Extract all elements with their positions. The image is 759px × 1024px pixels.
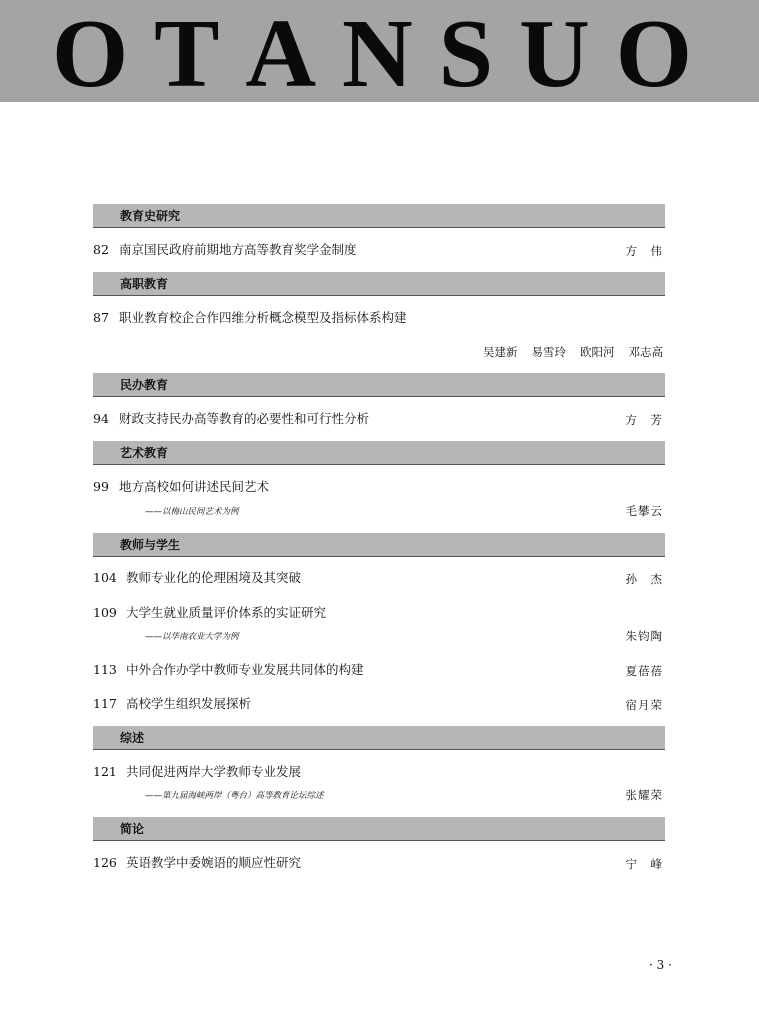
entry-author: 易雪玲 <box>531 345 566 359</box>
entry-page-number: 121 <box>93 764 117 779</box>
entry-page-number: 126 <box>93 855 117 870</box>
entry-page-number: 104 <box>93 570 117 585</box>
entry-title[interactable]: 教师专业化的伦理困境及其突破 <box>126 570 302 585</box>
entry-author: 吴建新 <box>483 345 518 359</box>
masthead-letter: O <box>615 0 692 102</box>
section-header <box>93 533 665 557</box>
entry-author-list <box>483 344 663 360</box>
masthead-letter: O <box>52 0 129 102</box>
section-title: 民办教育 <box>120 378 169 392</box>
section-title: 综述 <box>120 731 145 745</box>
masthead-letter: S <box>438 0 494 102</box>
entry-author: 邓志高 <box>628 345 663 359</box>
entry-author: 夏蓓蓓 <box>625 664 663 678</box>
entry-title[interactable]: 财政支持民办高等教育的必要性和可行性分析 <box>119 411 370 426</box>
section-header <box>93 373 665 397</box>
entry-title[interactable]: 英语教学中委婉语的顺应性研究 <box>126 855 302 870</box>
section-title: 高职教育 <box>120 277 169 291</box>
entry-author: 宿月荣 <box>625 698 663 712</box>
page-number: · 3 · <box>649 958 672 972</box>
entry-page-number: 117 <box>93 696 117 711</box>
entry-page-number: 99 <box>93 479 109 494</box>
entry-author: 宁 峰 <box>625 857 663 871</box>
entry-subtitle: ——第九届海峡两岸（粤台）高等教育论坛综述 <box>145 791 324 801</box>
section-title: 教育史研究 <box>120 209 181 223</box>
section-header <box>93 726 665 750</box>
section-title: 教师与学生 <box>120 538 181 552</box>
masthead-letter: T <box>154 0 220 102</box>
entry-page-number: 113 <box>93 662 117 677</box>
entry-title[interactable]: 中外合作办学中教师专业发展共同体的构建 <box>126 662 364 677</box>
entry-page-number: 82 <box>93 242 109 257</box>
section-header <box>93 817 665 841</box>
entry-title[interactable]: 职业教育校企合作四维分析概念模型及指标体系构建 <box>119 310 407 325</box>
entry-author: 朱钧陶 <box>625 629 663 643</box>
entry-page-number: 87 <box>93 310 109 325</box>
entry-author: 张耀荣 <box>625 788 663 802</box>
entry-author: 方 芳 <box>625 413 663 427</box>
entry-title[interactable]: 高校学生组织发展探析 <box>126 696 252 711</box>
entry-page-number: 94 <box>93 411 109 426</box>
section-header <box>93 441 665 465</box>
section-header <box>93 204 665 228</box>
entry-author: 毛攀云 <box>625 504 663 518</box>
entry-author: 孙 杰 <box>625 572 663 586</box>
section-title: 简论 <box>120 822 145 836</box>
entry-title[interactable]: 共同促进两岸大学教师专业发展 <box>126 764 302 779</box>
entry-subtitle: ——以华南农业大学为例 <box>145 632 239 642</box>
masthead-letter: U <box>519 0 590 102</box>
entry-title[interactable]: 南京国民政府前期地方高等教育奖学金制度 <box>119 242 357 257</box>
masthead-letter: A <box>245 0 317 102</box>
entry-title[interactable]: 大学生就业质量评价体系的实证研究 <box>126 605 327 620</box>
masthead-letter: N <box>342 0 413 102</box>
section-header <box>93 272 665 296</box>
entry-author: 方 伟 <box>625 244 663 258</box>
entry-page-number: 109 <box>93 605 117 620</box>
entry-title[interactable]: 地方高校如何讲述民间艺术 <box>119 479 270 494</box>
entry-subtitle: ——以梅山民间艺术为例 <box>145 507 239 517</box>
entry-author: 欧阳河 <box>580 345 615 359</box>
section-title: 艺术教育 <box>120 446 169 460</box>
